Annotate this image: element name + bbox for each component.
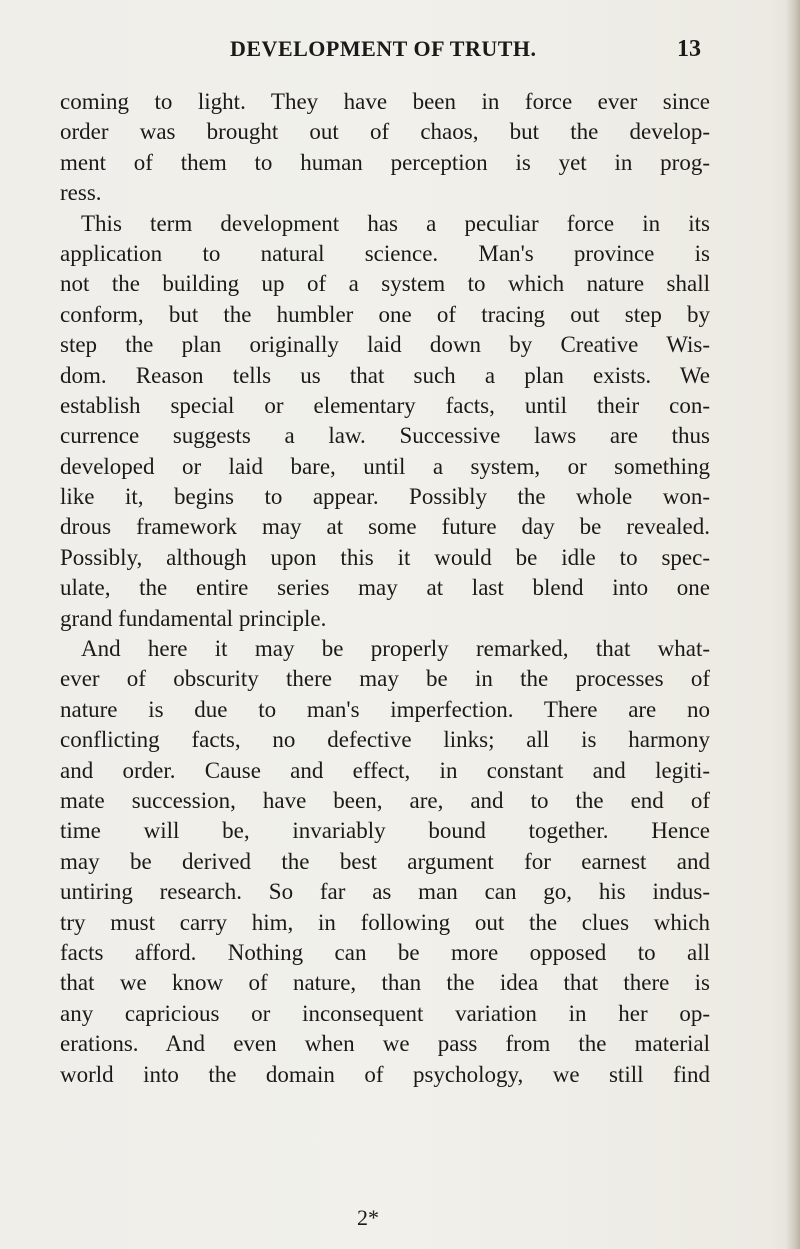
text-line: mate succession, have been, are, and to the end of [60, 787, 710, 813]
text-line: coming to light. They have been in force ever since [60, 89, 710, 114]
text-line: that we know of nature, than the idea that there is [60, 970, 710, 996]
body-text [60, 87, 710, 1090]
text-line: ulate, the entire series may at last blend into one [60, 575, 710, 601]
text-line: untiring research. So far as man can go, his indus- [60, 879, 710, 905]
text-line: may be derived the best argument for earnest and [60, 848, 710, 874]
text-line: dom. Reason tells us that such a plan exists. We [60, 362, 710, 388]
running-head: DEVELOPMENT OF TRUTH. [230, 36, 537, 61]
text-line: conform, but the humbler one of tracing out step by [60, 301, 710, 327]
text-line: Possibly, although upon this it would be idle to spec- [60, 544, 710, 570]
text-line: facts afford. Nothing can be more opposed to all [60, 939, 710, 965]
text-line: and order. Cause and effect, in constant and legiti- [60, 757, 710, 783]
text-line: application to natural science. Man's province is [60, 240, 710, 266]
text-line: ress. [60, 180, 102, 206]
text-line: time will be, invariably bound together. Hence [60, 818, 710, 844]
text-line: And here it may be properly remarked, that what- [81, 636, 710, 662]
text-line: ment of them to human perception is yet in prog- [60, 149, 710, 175]
text-line: erations. And even when we pass from the material [60, 1031, 710, 1057]
text-line: like it, begins to appear. Possibly the whole won- [60, 484, 710, 510]
text-line: currence suggests a law. Successive laws are thus [60, 423, 710, 449]
text-line: grand fundamental principle. [60, 605, 327, 631]
text-line: ever of obscurity there may be in the processes of [60, 666, 710, 692]
text-line: conflicting facts, no defective links; all is harmony [60, 727, 710, 753]
text-line: try must carry him, in following out the clues which [60, 909, 710, 935]
text-line: not the building up of a system to which nature shall [60, 271, 710, 297]
text-line: any capricious or inconsequent variation in her op- [60, 1000, 710, 1026]
text-line: nature is due to man's imperfection. There are no [60, 696, 710, 722]
text-line: order was brought out of chaos, but the develop- [60, 119, 710, 145]
signature-mark: 2* [357, 1205, 379, 1230]
text-line: establish special or elementary facts, until their con- [60, 392, 710, 418]
page-number: 13 [677, 36, 701, 62]
text-line: world into the domain of psychology, we still find [60, 1061, 710, 1087]
text-line: drous framework may at some future day be revealed. [60, 514, 710, 540]
text-line: step the plan originally laid down by Creative Wis- [60, 332, 710, 358]
page-edge [786, 0, 800, 1249]
text-line: This term development has a peculiar force in its [81, 210, 710, 236]
text-line: developed or laid bare, until a system, or something [60, 453, 710, 479]
